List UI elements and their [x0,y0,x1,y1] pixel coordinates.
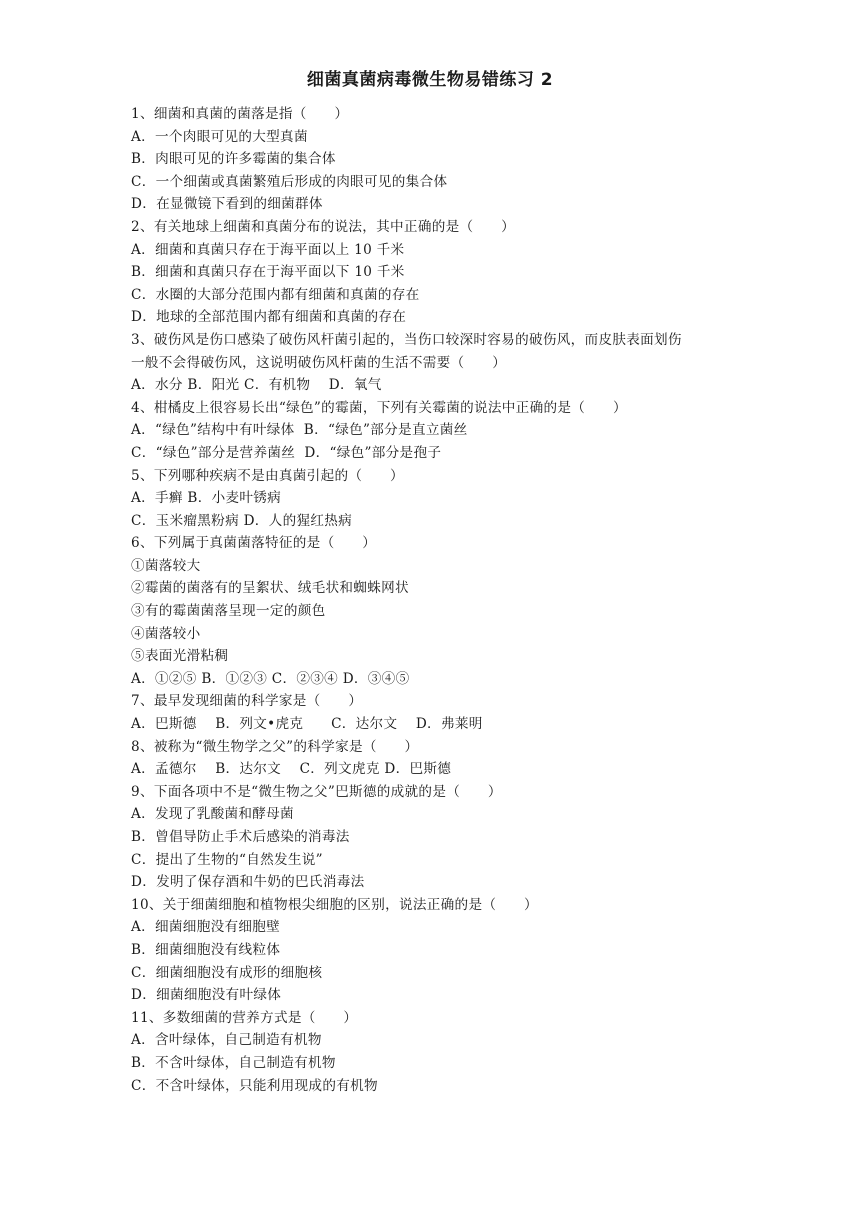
answer-option: A．细菌和真菌只存在于海平面以上 10 千米 [131,241,405,258]
question-stem: 3、破伤风是伤口感染了破伤风杆菌引起的，当伤口较深时容易的破伤风，而皮肤表面划伤 [131,331,682,348]
answer-option: B．细菌细胞没有线粒体 [131,941,281,958]
question-stem: 6、下列属于真菌菌落特征的是（ ） [131,535,377,552]
statement-item: ③有的霉菌菌落呈现一定的颜色 [131,603,326,620]
answer-option: C．水圈的大部分范围内都有细菌和真菌的存在 [131,286,420,303]
answer-option: B．不含叶绿体，自己制造有机物 [131,1054,336,1071]
question-stem: 8、被称为“微生物学之父”的科学家是（ ） [131,738,419,755]
answer-options: A．巴斯德 B．列文•虎克 C．达尔文 D．弗莱明 [131,716,483,733]
question-stem: 7、最早发现细菌的科学家是（ ） [131,693,363,710]
answer-options: C．“绿色”部分是营养菌丝 D．“绿色”部分是孢子 [131,444,442,461]
question-stem: 4、柑橘皮上很容易长出“绿色”的霉菌，下列有关霉菌的说法中正确的是（ ） [131,399,627,416]
answer-option: A．含叶绿体，自己制造有机物 [131,1032,322,1049]
answer-option: D．在显微镜下看到的细菌群体 [131,196,323,213]
answer-options: A．孟德尔 B．达尔文 C．列文虎克 D．巴斯德 [131,761,452,778]
answer-option: D．地球的全部范围内都有细菌和真菌的存在 [131,309,407,326]
question-stem-continued: 一般不会得破伤风，这说明破伤风杆菌的生活不需要（ ） [131,354,507,371]
answer-options: A．手癣 B．小麦叶锈病 [131,490,282,507]
answer-option: C．提出了生物的“自然发生说” [131,851,323,868]
answer-options: A．水分 B．阳光 C．有机物 D．氧气 [131,377,382,394]
question-stem: 10、关于细菌细胞和植物根尖细胞的区别，说法正确的是（ ） [131,896,538,913]
answer-option: B．肉眼可见的许多霉菌的集合体 [131,151,336,168]
answer-option: A．细菌细胞没有细胞壁 [131,919,281,936]
statement-item: ①菌落较大 [131,557,201,574]
answer-option: A．一个肉眼可见的大型真菌 [131,128,308,145]
answer-option: D．细菌细胞没有叶绿体 [131,987,282,1004]
question-list [131,103,741,1097]
answer-option: C．一个细菌或真菌繁殖后形成的肉眼可见的集合体 [131,173,448,190]
answer-option: B．曾倡导防止手术后感染的消毒法 [131,829,350,845]
question-stem: 2、有关地球上细菌和真菌分布的说法，其中正确的是（ ） [131,218,516,235]
statement-item: ④菌落较小 [131,625,201,642]
answer-option: C．细菌细胞没有成形的细胞核 [131,964,323,981]
question-stem: 9、下面各项中不是“微生物之父”巴斯德的成就的是（ ） [131,783,502,800]
statement-item: ②霉菌的菌落有的呈絮状、绒毛状和蜘蛛网状 [131,580,409,597]
question-stem: 11、多数细菌的营养方式是（ ） [131,1009,358,1026]
page-title: 细菌真菌病毒微生物易错练习 2 [306,70,554,90]
question-stem: 5、下列哪种疾病不是由真菌引起的（ ） [131,467,404,484]
question-stem: 1、细菌和真菌的菌落是指（ ） [131,106,349,122]
answer-option: D．发明了保存酒和牛奶的巴氏消毒法 [131,874,365,891]
answer-option: C．不含叶绿体，只能利用现成的有机物 [131,1077,378,1094]
statement-item: ⑤表面光滑粘稠 [131,648,229,665]
answer-option: A．发现了乳酸菌和酵母菌 [131,806,294,823]
answer-options: A．“绿色”结构中有叶绿体 B．“绿色”部分是直立菌丝 [131,422,468,439]
answer-option: B．细菌和真菌只存在于海平面以下 10 千米 [131,264,405,281]
answer-options: C．玉米瘤黑粉病 D．人的猩红热病 [131,512,353,529]
answer-options: A．①②⑤ B．①②③ C．②③④ D．③④⑤ [131,670,410,687]
